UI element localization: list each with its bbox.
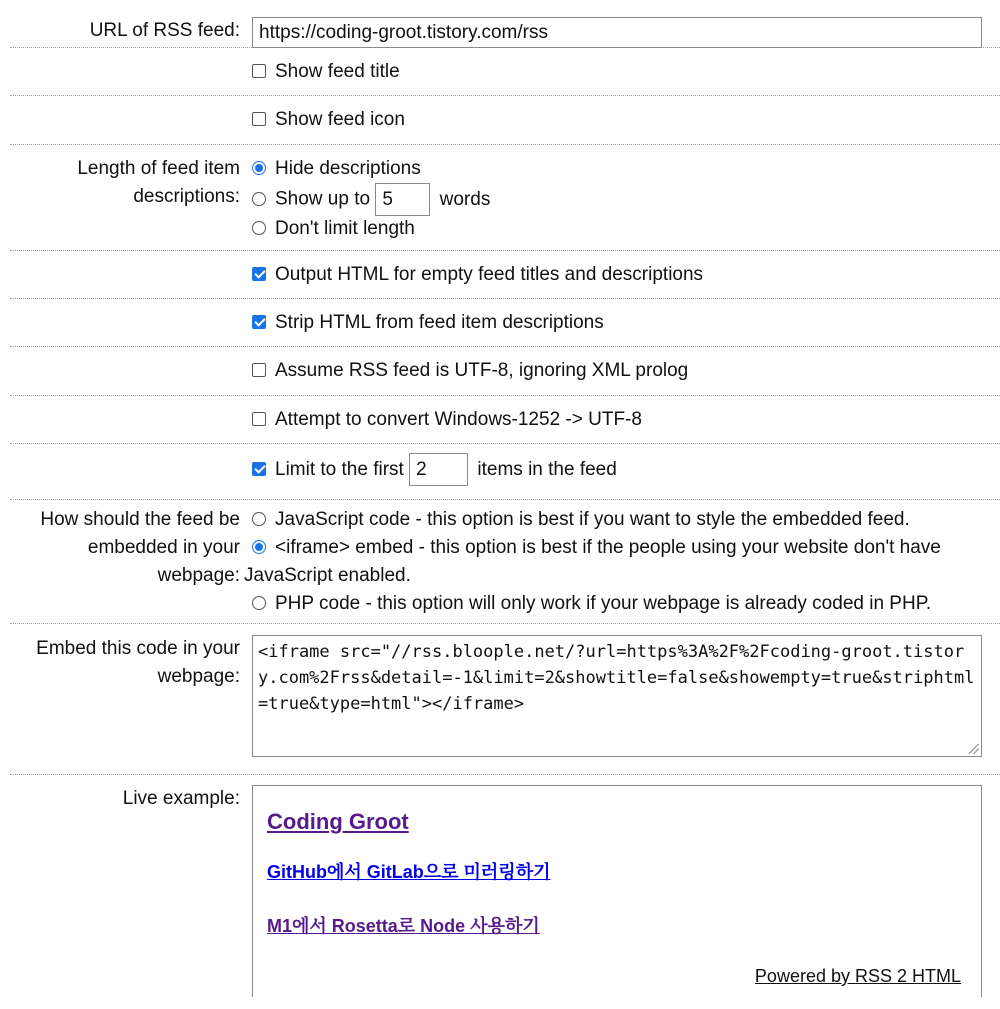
embed-option-js[interactable]: JavaScript code - this option is best if you want to style the embedded feed. bbox=[252, 506, 992, 534]
desc-show-radio[interactable] bbox=[252, 192, 266, 206]
desc-length-label: Length of feed item descriptions: bbox=[77, 158, 240, 207]
feed-item-link[interactable]: M1에서 Rosetta로 Node 사용하기 bbox=[267, 916, 540, 936]
embed-js-radio[interactable] bbox=[252, 512, 266, 526]
words-input[interactable]: 5 bbox=[375, 183, 430, 216]
embed-type-row bbox=[10, 500, 1000, 624]
assume-utf8-label[interactable]: Assume RSS feed is UTF-8, ignoring XML prolog bbox=[275, 360, 689, 381]
embed-option-php[interactable]: PHP code - this option will only work if your webpage is already coded in PHP. bbox=[252, 590, 992, 618]
desc-option-nolimit[interactable]: Don't limit length bbox=[252, 215, 992, 243]
desc-hide-radio[interactable] bbox=[252, 161, 266, 175]
embed-code-label: Embed this code in your webpage: bbox=[36, 638, 240, 687]
limit-items-row: Limit to the first 2 items in the feed bbox=[10, 444, 1000, 500]
assume-utf8-checkbox[interactable] bbox=[252, 363, 266, 377]
convert-win-label[interactable]: Attempt to convert Windows-1252 -> UTF-8 bbox=[275, 409, 642, 430]
convert-win-checkbox[interactable] bbox=[252, 412, 266, 426]
output-empty-checkbox[interactable] bbox=[252, 267, 266, 281]
resize-grip-icon[interactable] bbox=[969, 744, 979, 754]
embed-iframe-radio[interactable] bbox=[252, 540, 266, 554]
embed-code-textarea[interactable]: <iframe src="//rss.bloople.net/?url=https%3A%2F%2Fcoding-groot.tistory.com%2Frss&detail=-1&limit=2&showtitle=false&showempty=true&striphtml=true&type=html"></iframe> bbox=[252, 635, 982, 757]
desc-option-show[interactable]: Show up to 5 words bbox=[252, 183, 992, 215]
show-title-label[interactable]: Show feed title bbox=[275, 61, 400, 82]
url-row bbox=[10, 0, 1000, 48]
limit-items-input[interactable]: 2 bbox=[409, 453, 468, 486]
feed-item-link[interactable]: GitHub에서 GitLab으로 미러링하기 bbox=[267, 862, 551, 882]
output-empty-label[interactable]: Output HTML for empty feed titles and descriptions bbox=[275, 264, 704, 285]
desc-length-row bbox=[10, 145, 1000, 251]
strip-html-row bbox=[10, 299, 1000, 347]
show-icon-row bbox=[10, 96, 1000, 145]
url-label: URL of RSS feed: bbox=[89, 20, 240, 41]
embed-option-iframe[interactable]: <iframe> embed - this option is best if the people using your website don't have JavaScript enabled. bbox=[244, 537, 941, 586]
live-example-row bbox=[10, 775, 1000, 997]
embed-php-radio[interactable] bbox=[252, 596, 266, 610]
show-title-checkbox[interactable] bbox=[252, 64, 266, 78]
feed-title-link[interactable]: Coding Groot bbox=[267, 809, 409, 834]
rss-settings-form bbox=[10, 0, 1000, 997]
embed-code-row bbox=[10, 624, 1000, 775]
strip-html-checkbox[interactable] bbox=[252, 315, 266, 329]
strip-html-label[interactable]: Strip HTML from feed item descriptions bbox=[275, 312, 604, 333]
desc-nolimit-radio[interactable] bbox=[252, 221, 266, 235]
url-input[interactable]: https://coding-groot.tistory.com/rss bbox=[252, 17, 982, 48]
embed-type-label: How should the feed be embedded in your webpage: bbox=[40, 509, 240, 586]
powered-by-link[interactable]: Powered by RSS 2 HTML bbox=[754, 966, 961, 986]
assume-utf8-row bbox=[10, 347, 1000, 396]
show-icon-checkbox[interactable] bbox=[252, 112, 266, 126]
live-example-label: Live example: bbox=[122, 788, 240, 809]
live-example-frame bbox=[252, 785, 982, 997]
limit-items-checkbox[interactable] bbox=[252, 462, 266, 476]
convert-win-row bbox=[10, 396, 1000, 444]
show-icon-label[interactable]: Show feed icon bbox=[275, 109, 405, 130]
desc-option-hide[interactable]: Hide descriptions bbox=[252, 155, 992, 183]
show-title-row bbox=[10, 48, 1000, 96]
url-field-wrap bbox=[252, 17, 1000, 47]
output-empty-row bbox=[10, 251, 1000, 299]
